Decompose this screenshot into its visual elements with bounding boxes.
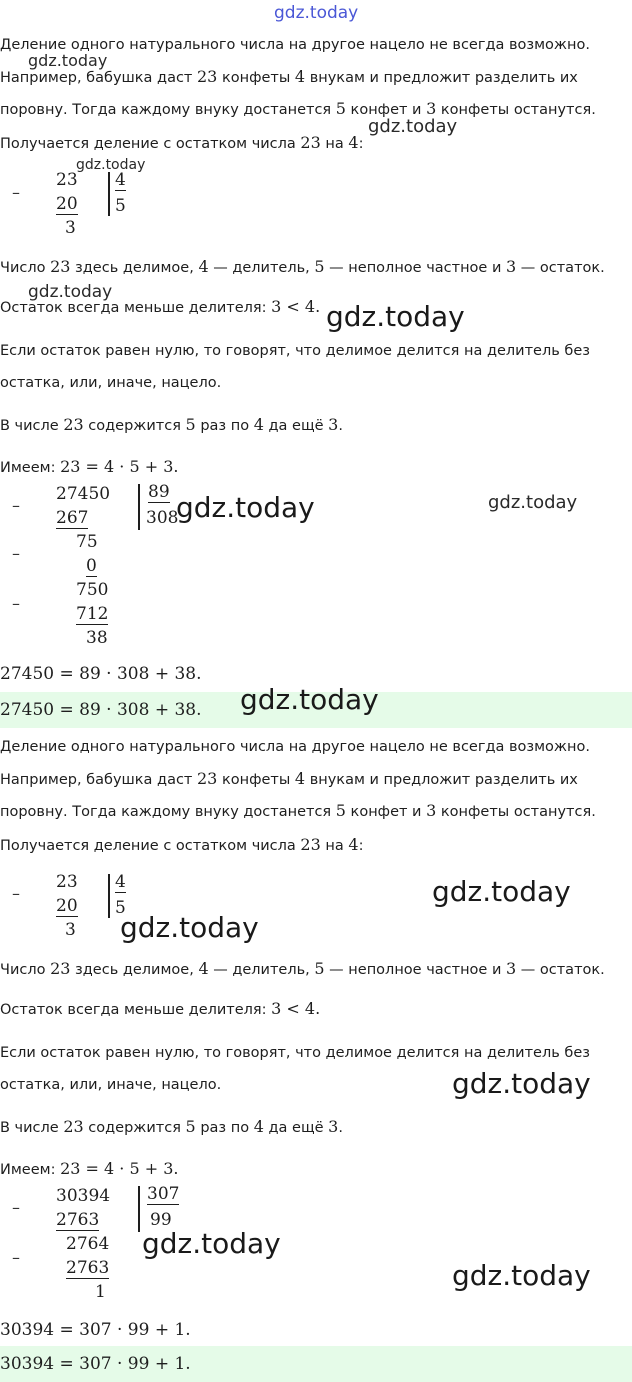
paragraph: Получается деление с остатком числа 23 на 4: (0, 133, 364, 152)
answer-equation: 27450 = 89 · 308 + 38. (0, 700, 202, 720)
paragraph: поровну. Тогда каждому внуку достанется 5 конфет и 3 конфеты останутся. (0, 801, 596, 820)
minus-sign: – (12, 1248, 20, 1267)
watermark: gdz.today (76, 157, 146, 173)
quotient: 5 (115, 898, 126, 918)
equation: 30394 = 307 · 99 + 1. (0, 1320, 191, 1340)
partial-remainder: 2764 (66, 1234, 110, 1254)
watermark: gdz.today (368, 116, 458, 137)
minus-sign: – (12, 1198, 20, 1217)
minus-sign: – (12, 183, 20, 202)
divisor: 4 (115, 170, 126, 190)
quotient: 308 (146, 508, 179, 528)
subtrahend: 2763 (56, 1210, 100, 1230)
minus-sign: – (12, 594, 20, 613)
dividend: 23 (56, 872, 78, 892)
paragraph: Деление одного натурального числа на другое нацело не всегда возможно. (0, 739, 590, 755)
divisor: 307 (147, 1184, 180, 1204)
paragraph: остатка, или, иначе, нацело. (0, 375, 222, 391)
remainder: 3 (65, 920, 76, 940)
paragraph: Например, бабушка даст 23 конфеты 4 внукам и предложит разделить их (0, 67, 578, 86)
subtrahend: 712 (76, 604, 109, 624)
answer-equation: 30394 = 307 · 99 + 1. (0, 1354, 191, 1374)
equation: 27450 = 89 · 308 + 38. (0, 664, 202, 684)
paragraph: Получается деление с остатком числа 23 на 4: (0, 835, 364, 854)
paragraph: Имеем: 23 = 4 · 5 + 3. (0, 1159, 179, 1178)
watermark: gdz.today (28, 51, 108, 70)
division-bar (108, 874, 110, 918)
remainder: 3 (65, 218, 76, 238)
watermark: gdz.today (176, 491, 315, 524)
paragraph: В числе 23 содержится 5 раз по 4 да ещё 3. (0, 1117, 343, 1136)
paragraph: Если остаток равен нулю, то говорят, что делимое делится на делитель без (0, 1045, 590, 1061)
subtrahend: 0 (86, 556, 97, 576)
remainder: 38 (86, 628, 108, 648)
watermark: gdz.today (452, 1259, 591, 1292)
division-bar (108, 172, 110, 216)
watermark: gdz.today (240, 683, 379, 716)
top-watermark: gdz.today (274, 3, 359, 23)
quotient: 5 (115, 196, 126, 216)
minus-sign: – (12, 884, 20, 903)
division-bar (138, 1186, 140, 1232)
paragraph: поровну. Тогда каждому внуку достанется 5 конфет и 3 конфеты останутся. (0, 99, 596, 118)
dividend: 30394 (56, 1186, 111, 1206)
subtrahend: 20 (56, 194, 78, 214)
paragraph: Имеем: 23 = 4 · 5 + 3. (0, 457, 179, 476)
divisor: 4 (115, 872, 126, 892)
paragraph: Деление одного натурального числа на другое нацело не всегда возможно. (0, 37, 590, 53)
partial-remainder: 75 (76, 532, 98, 552)
partial-remainder: 750 (76, 580, 109, 600)
division-bar (138, 484, 140, 530)
minus-sign: – (12, 496, 20, 515)
watermark: gdz.today (120, 911, 259, 944)
watermark: gdz.today (142, 1227, 281, 1260)
dividend: 27450 (56, 484, 111, 504)
watermark: gdz.today (452, 1067, 591, 1100)
paragraph: В числе 23 содержится 5 раз по 4 да ещё 3. (0, 415, 343, 434)
minus-sign: – (12, 544, 20, 563)
watermark: gdz.today (432, 875, 571, 908)
paragraph: Если остаток равен нулю, то говорят, что делимое делится на делитель без (0, 343, 590, 359)
dividend: 23 (56, 170, 78, 190)
divisor: 89 (148, 482, 170, 502)
subtrahend: 20 (56, 896, 78, 916)
paragraph: Остаток всегда меньше делителя: 3 < 4. (0, 999, 321, 1018)
quotient: 99 (150, 1210, 172, 1230)
paragraph: Число 23 здесь делимое, 4 — делитель, 5 — неполное частное и 3 — остаток. (0, 257, 605, 276)
paragraph: Остаток всегда меньше делителя: 3 < 4. (0, 297, 321, 316)
watermark: gdz.today (28, 282, 113, 302)
subtrahend: 2763 (66, 1258, 110, 1278)
paragraph: Например, бабушка даст 23 конфеты 4 внукам и предложит разделить их (0, 769, 578, 788)
subtrahend: 267 (56, 508, 89, 528)
paragraph: Число 23 здесь делимое, 4 — делитель, 5 — неполное частное и 3 — остаток. (0, 959, 605, 978)
watermark: gdz.today (488, 492, 578, 513)
watermark: gdz.today (326, 300, 465, 333)
remainder: 1 (95, 1282, 106, 1302)
paragraph: остатка, или, иначе, нацело. (0, 1077, 222, 1093)
